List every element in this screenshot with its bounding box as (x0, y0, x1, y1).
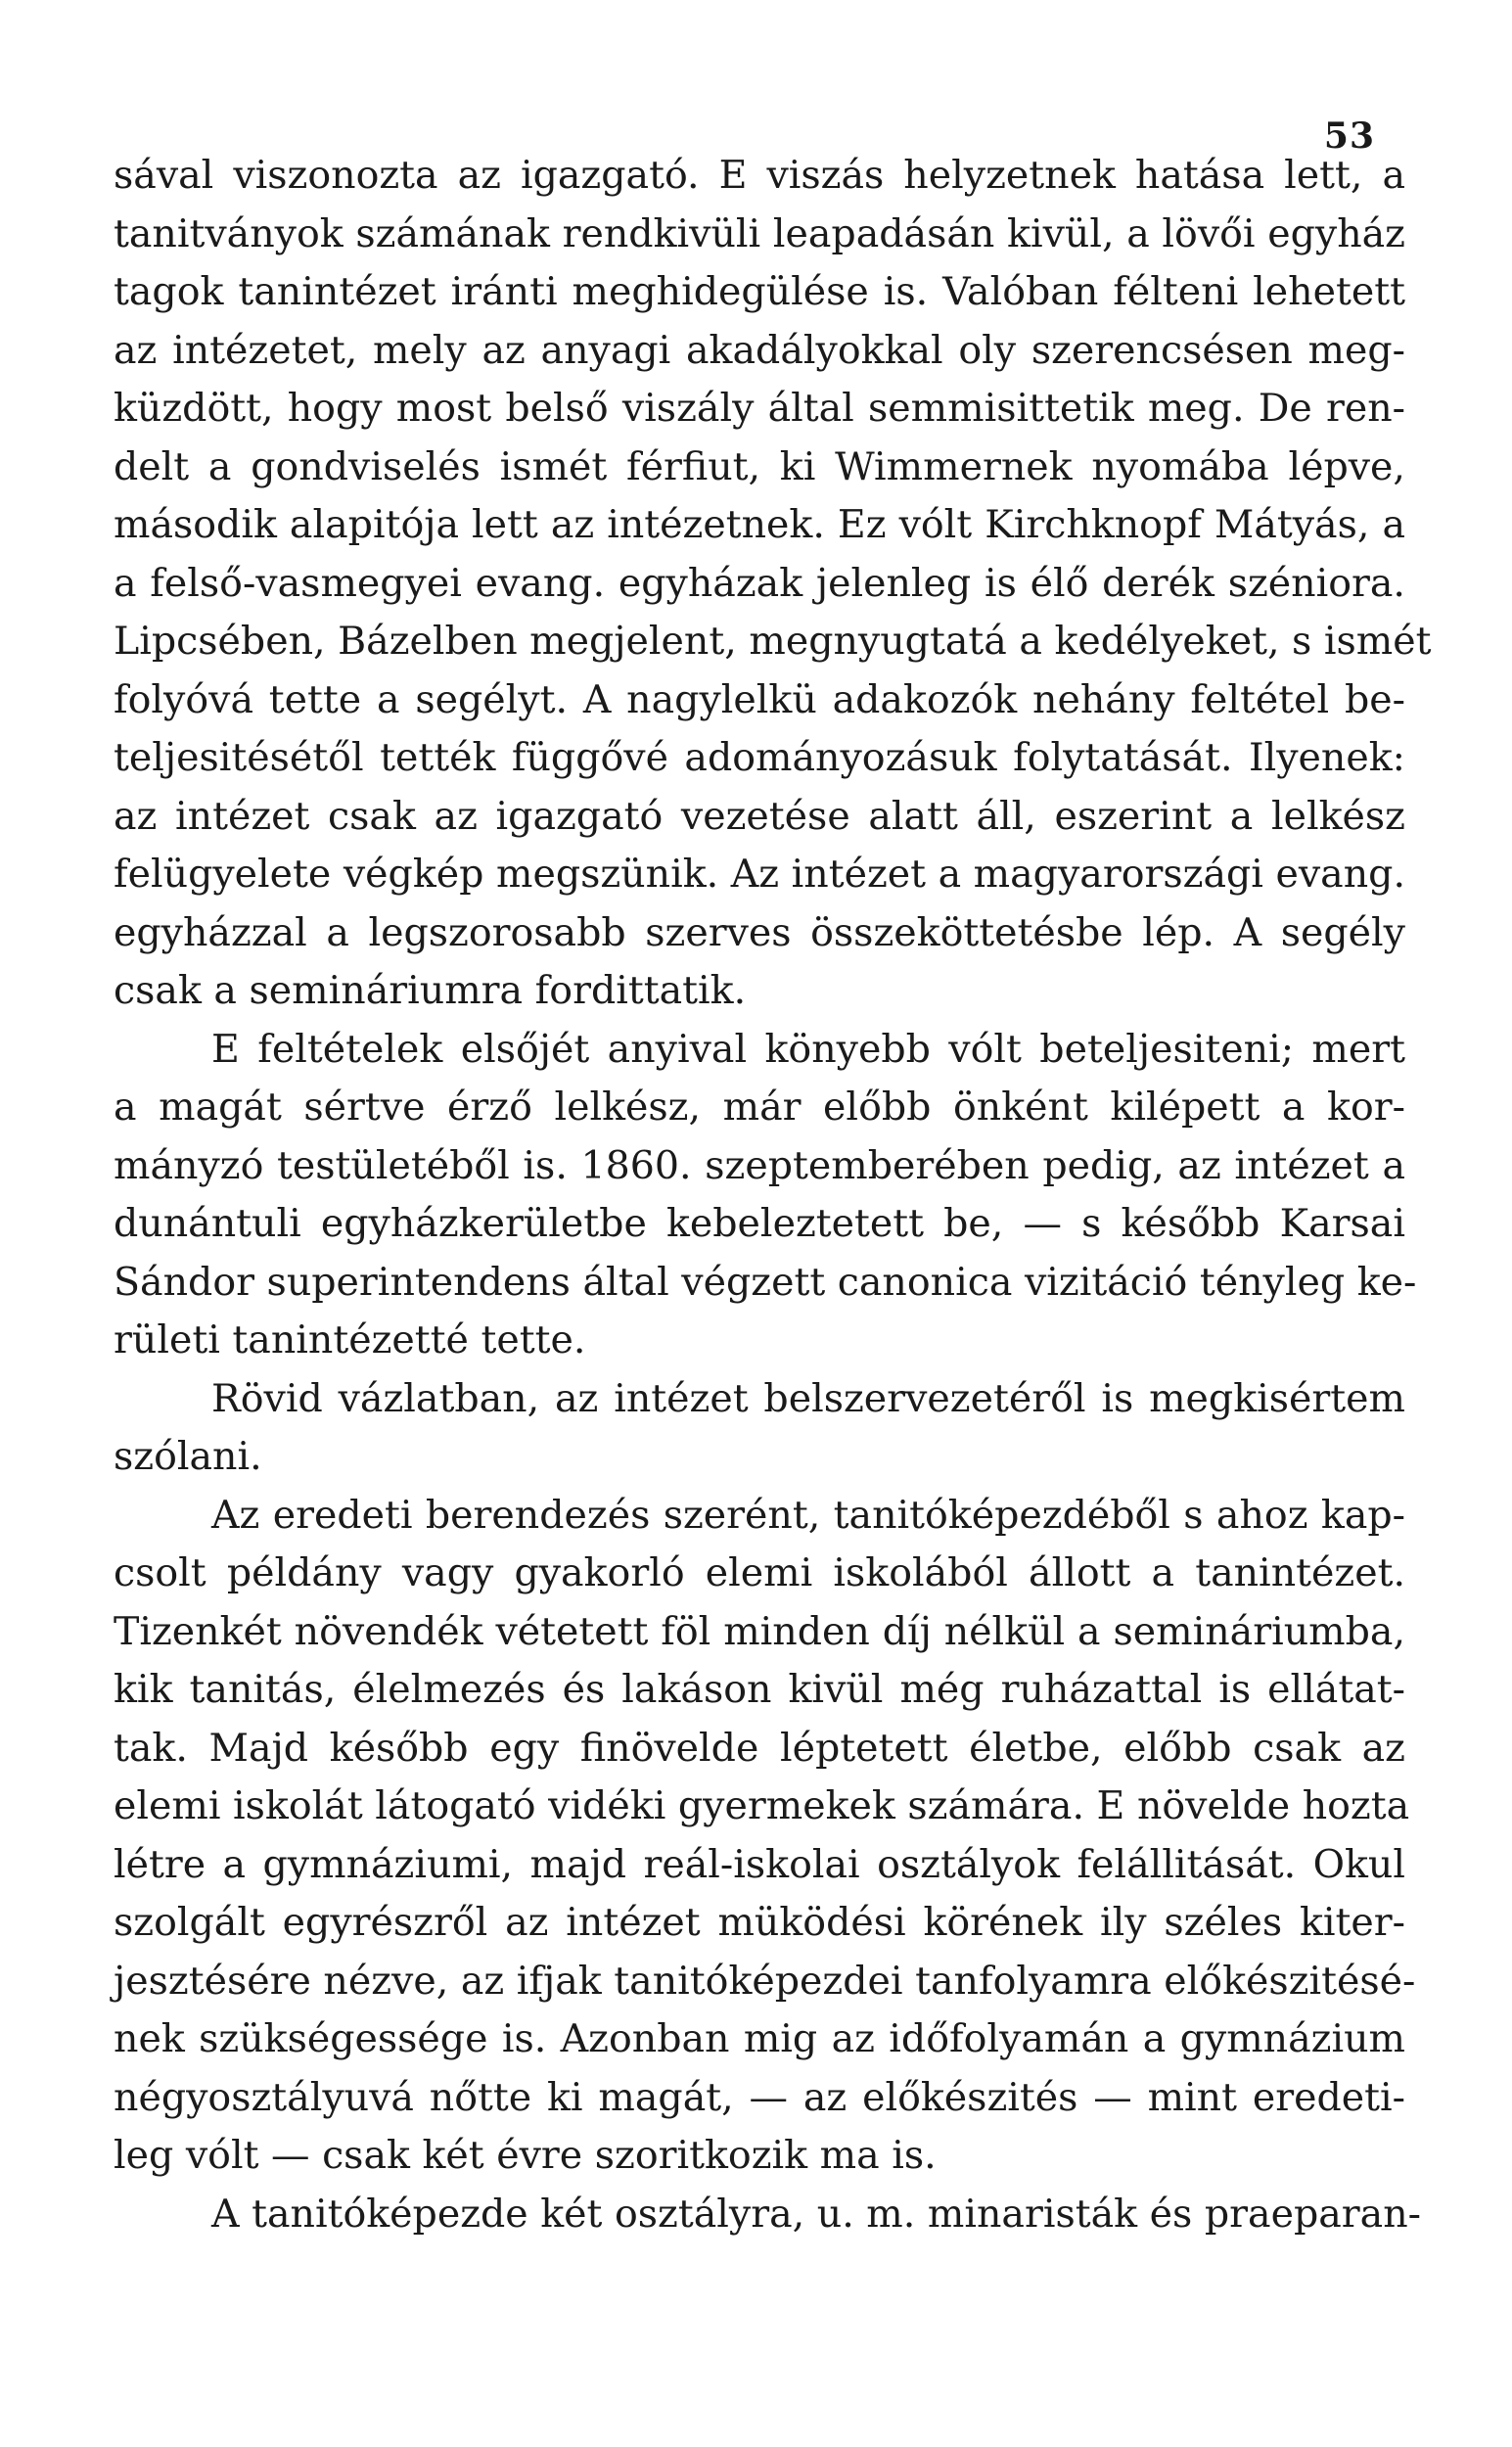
text-line: E feltételek elsőjét anyival könyebb vólt beteljesiteni; mert (211, 1026, 1405, 1072)
text-line: tagok tanintézet iránti meghidegülése is. Valóban félteni lehetett (114, 269, 1405, 314)
text-line: négyosztályuvá nőtte ki magát, — az előkészités — mint eredeti- (114, 2074, 1405, 2120)
text-line: jesztésére nézve, az ifjak tanitóképezdei tanfolyamra előkészitésé- (114, 1958, 1416, 2004)
page-number: 53 (1323, 115, 1375, 157)
text-line: tak. Majd később egy finövelde léptetett életbe, előbb csak az (114, 1725, 1405, 1771)
text-line: A tanitóképezde két osztályra, u. m. minaristák és praeparan- (211, 2191, 1421, 2237)
text-line: felügyelete végkép megszünik. Az intézet a magyarországi evang. (114, 852, 1406, 897)
text-line: rületi tanintézetté tette. (114, 1317, 586, 1362)
paragraph (114, 147, 1432, 1021)
page-body (114, 147, 1432, 2243)
paragraph (114, 1487, 1416, 2186)
text-line: tanitványok számának rendkivüli leapadásán kivül, a lövői egyház (114, 210, 1405, 256)
text-line: egyházzal a legszorosabb szerves összeköttetésbe lép. A segély (114, 909, 1405, 955)
text-line: küzdött, hogy most belső viszály által semmisittetik meg. De ren- (114, 386, 1405, 431)
text-line: sával viszonozta az igazgató. E viszás helyzetnek hatása lett, a (114, 153, 1405, 198)
text-line: az intézetet, mely az anyagi akadályokkal oly szerencsésen meg- (114, 327, 1405, 373)
text-line: Az eredeti berendezés szerént, tanitóképezdéből s ahoz kap- (211, 1492, 1405, 1538)
text-line: Lipcsében, Bázelben megjelent, megnyugtatá a kedélyeket, s ismét (114, 619, 1432, 664)
text-line: nek szükségessége is. Azonban mig az időfolyamán a gymnázium (114, 2016, 1405, 2061)
paragraph (114, 2186, 1421, 2244)
text-line: a felső-vasmegyei evang. egyházak jelenleg is élő derék széniora. (114, 560, 1405, 606)
text-line: szolgált egyrészről az intézet müködési körének ily széles kiter- (114, 1900, 1405, 1945)
text-line: Tizenkét növendék vétetett föl minden díj nélkül a semináriumba, (114, 1608, 1405, 1654)
text-line: az intézet csak az igazgató vezetése alatt áll, eszerint a lelkész (114, 793, 1405, 839)
text-line: dunántuli egyházkerületbe kebeleztetett be, — s később Karsai (114, 1201, 1405, 1246)
text-line: elemi iskolát látogató vidéki gyermekek számára. E növelde hozta (114, 1783, 1410, 1828)
paragraph (114, 1021, 1417, 1370)
text-line: a magát sértve érző lelkész, már előbb önként kilépett a kor- (114, 1085, 1405, 1130)
text-line: Rövid vázlatban, az intézet belszervezetéről is megkisértem (211, 1375, 1405, 1421)
text-line: kik tanitás, élelmezés és lakáson kivül még ruházattal is ellátat- (114, 1667, 1405, 1712)
text-line: teljesitésétől tették függővé adományozásuk folytatását. Ilyenek: (114, 735, 1405, 780)
text-line: Sándor superintendens által végzett canonica vizitáció tényleg ke- (114, 1259, 1417, 1305)
text-line: szólani. (114, 1434, 262, 1479)
text-line: leg vólt — csak két évre szoritkozik ma is. (114, 2133, 937, 2178)
text-line: létre a gymnáziumi, majd reál-iskolai osztályok felállitását. Okul (114, 1841, 1405, 1887)
paragraph (114, 1370, 1405, 1487)
text-line: csak a semináriumra fordittatik. (114, 968, 747, 1013)
text-line: második alapitója lett az intézetnek. Ez vólt Kirchknopf Mátyás, a (114, 502, 1405, 547)
text-line: csolt példány vagy gyakorló elemi iskolából állott a tanintézet. (114, 1550, 1405, 1595)
text-line: delt a gondviselés ismét férfiut, ki Wimmernek nyomába lépve, (114, 443, 1405, 489)
text-line: mányzó testületéből is. 1860. szeptemberében pedig, az intézet a (114, 1142, 1405, 1188)
text-line: folyóvá tette a segélyt. A nagylelkü adakozók nehány feltétel be- (114, 676, 1405, 722)
